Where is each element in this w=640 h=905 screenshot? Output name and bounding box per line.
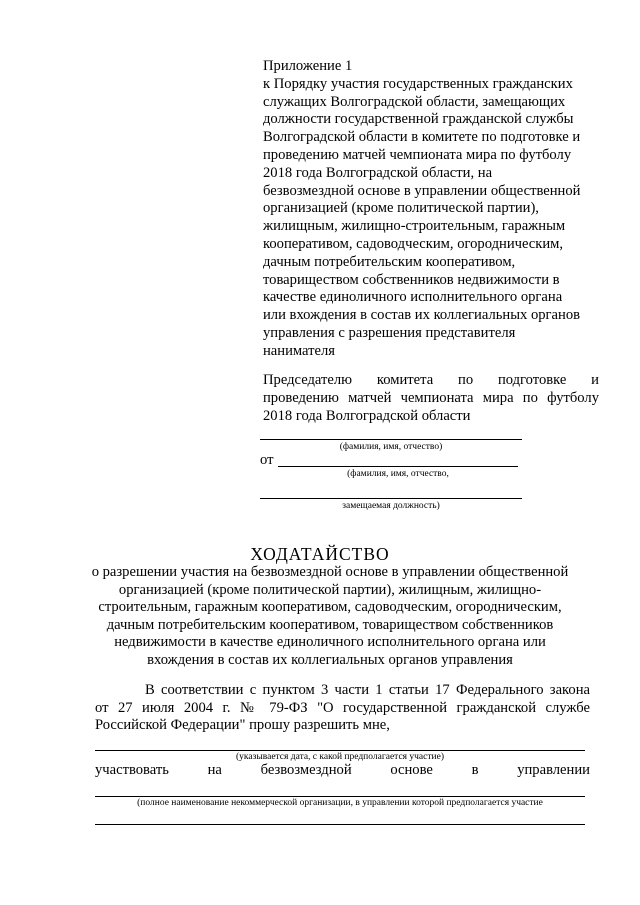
addressee-line: Председателю комитета по подготовке и	[263, 372, 599, 388]
word: участвовать	[95, 762, 169, 778]
appendix-line: товариществом собственников недвижимости в	[263, 271, 560, 288]
applicant-input-line[interactable]	[278, 466, 518, 467]
word: управлении	[517, 762, 590, 778]
fio-input-line[interactable]	[260, 439, 522, 440]
appendix-line: организацией (кроме политической партии),	[263, 200, 539, 217]
appendix-line: служащих Волгоградской области, замещающих	[263, 93, 566, 110]
subtitle-line: дачным потребительским кооперативом, товариществом собственников	[106, 616, 554, 633]
appendix-line: к Порядку участия государственных гражданских	[263, 75, 573, 92]
org-caption: (полное наименование некоммерческой организации, в управлении которой предполагается участие	[137, 798, 543, 808]
appendix-line: или вхождения в состав их коллегиальных органов	[263, 307, 581, 324]
from-label: от	[260, 452, 274, 468]
word: в	[471, 762, 479, 778]
addressee-line: проведению матчей чемпионата мира по футболу	[263, 389, 599, 406]
body-line: Российской Федерации" прошу разрешить мне,	[95, 717, 390, 734]
subtitle-line: строительным, гаражным кооперативом, садоводческим, огородническим,	[98, 599, 562, 616]
appendix-line: управления с разрешения представителя	[263, 324, 516, 341]
subtitle-line: организацией (кроме политической партии), жилищным, жилищно-	[118, 581, 542, 598]
body-line: В соответствии с пунктом 3 части 1 статьи 17 Федерального закона	[145, 682, 590, 698]
word: безвозмездной	[260, 762, 352, 778]
word: на	[207, 762, 222, 778]
body-paragraph	[95, 682, 590, 735]
org-continuation-line[interactable]	[95, 824, 585, 825]
date-caption: (указывается дата, с какой предполагается участие)	[236, 752, 444, 762]
appendix-line: проведению матчей чемпионата мира по футболу	[263, 146, 572, 163]
subtitle-line: вхождения в состав их коллегиальных органов управления	[147, 651, 513, 668]
appendix-line: Приложение 1	[263, 58, 353, 74]
org-input-line[interactable]	[95, 796, 585, 797]
appendix-line: безвозмездной основе в управлении общественной	[263, 182, 581, 199]
subtitle-line: о разрешении участия на безвозмездной основе в управлении общественной	[91, 564, 569, 580]
appendix-line: Волгоградской области в комитете по подготовке и	[263, 129, 581, 146]
word: основе	[390, 762, 433, 778]
position-input-line[interactable]	[260, 498, 522, 499]
appendix-line: 2018 года Волгоградской области, на	[263, 164, 493, 181]
fio-caption: (фамилия, имя, отчество)	[339, 442, 443, 452]
appendix-line: кооперативом, садоводческим, огородническим,	[263, 235, 564, 252]
appendix-line: должности государственной гражданской службы	[263, 111, 574, 128]
document-title: ХОДАТАЙСТВО	[250, 544, 390, 564]
appendix-line: дачным потребительским кооперативом,	[263, 253, 516, 270]
applicant-caption: (фамилия, имя, отчество,	[347, 469, 449, 479]
appendix-block	[263, 58, 603, 361]
appendix-line: нанимателя	[263, 342, 335, 359]
date-input-line[interactable]	[95, 750, 585, 751]
position-caption: замещаемая должность)	[342, 501, 440, 511]
document-subtitle	[80, 564, 580, 670]
body-line: от 27 июля 2004 г. № 79-ФЗ "О государственной гражданской службе	[95, 699, 590, 716]
appendix-line: качестве единоличного исполнительного органа	[263, 289, 563, 306]
appendix-line: жилищным, жилищно-строительным, гаражным	[263, 218, 566, 235]
addressee-line: 2018 года Волгоградской области	[263, 407, 471, 424]
subtitle-line: недвижимости в качестве единоличного исполнительного органа или	[114, 634, 546, 651]
participation-line	[95, 762, 590, 779]
addressee-block	[263, 372, 599, 425]
